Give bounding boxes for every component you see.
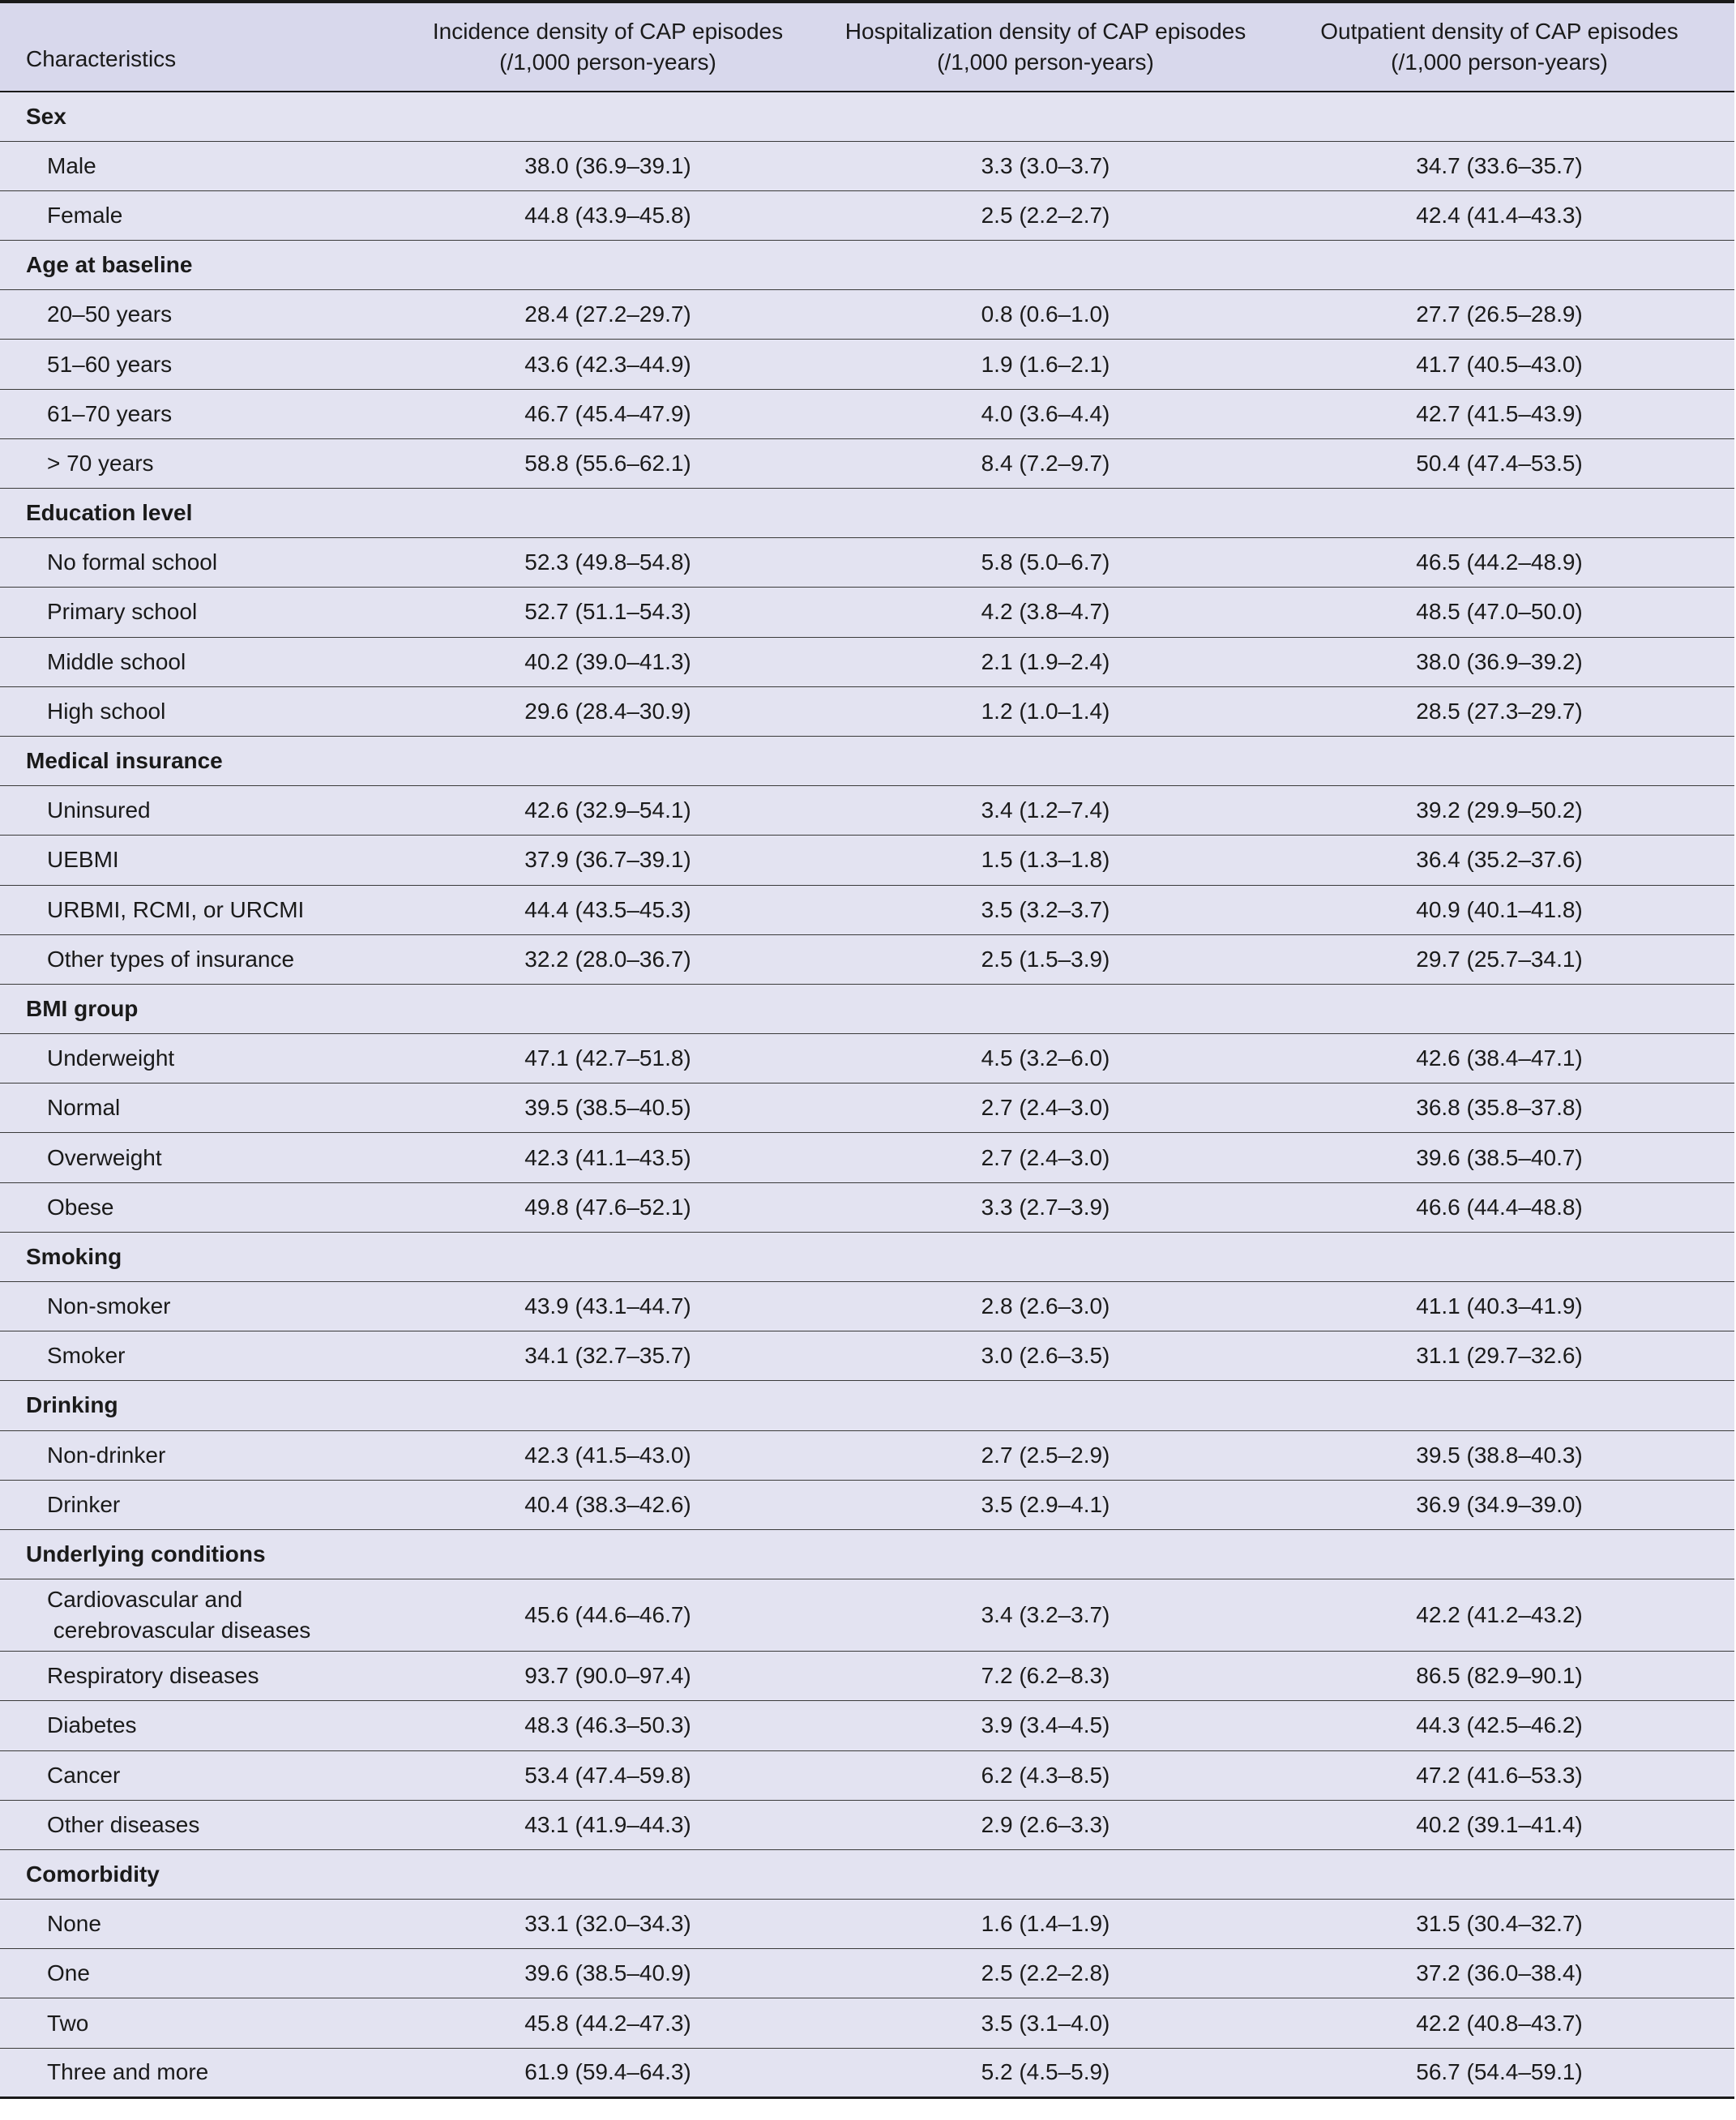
- hospitalization-cell: 5.8 (5.0–6.7): [981, 549, 1110, 575]
- outpatient-cell: 39.6 (38.5–40.7): [1416, 1144, 1583, 1170]
- outpatient-cell: 38.0 (36.9–39.2): [1416, 648, 1583, 674]
- table-row: [0, 1331, 1734, 1381]
- hospitalization-cell: 0.8 (0.6–1.0): [981, 301, 1110, 327]
- outpatient-cell: 40.2 (39.1–41.4): [1416, 1811, 1583, 1837]
- row-label-line2: cerebrovascular diseases: [47, 1618, 311, 1643]
- header-outpatient: [1264, 2, 1734, 92]
- hospitalization-cell: 2.5 (2.2–2.7): [981, 202, 1110, 228]
- table-row: [0, 438, 1734, 488]
- section-row: [0, 489, 1734, 538]
- row-label: One: [47, 1960, 90, 1986]
- outpatient-cell: 28.5 (27.3–29.7): [1416, 698, 1583, 724]
- table-row: [0, 934, 1734, 984]
- outpatient-cell: 46.6 (44.4–48.8): [1416, 1194, 1583, 1220]
- row-label: URBMI, RCMI, or URCMI: [47, 896, 305, 922]
- outpatient-cell: 42.7 (41.5–43.9): [1416, 400, 1583, 426]
- incidence-cell: 32.2 (28.0–36.7): [524, 946, 691, 972]
- incidence-cell: 28.4 (27.2–29.7): [524, 301, 691, 327]
- hospitalization-cell: 3.5 (3.2–3.7): [981, 896, 1110, 922]
- outpatient-cell: 31.1 (29.7–32.6): [1416, 1343, 1583, 1369]
- row-label: Cancer: [47, 1762, 121, 1788]
- row-label: Obese: [47, 1194, 114, 1220]
- row-label: Overweight: [47, 1144, 162, 1170]
- row-label: Uninsured: [47, 797, 151, 823]
- row-label: No formal school: [47, 549, 218, 575]
- table-row: [0, 1182, 1734, 1232]
- section-title: Age at baseline: [26, 252, 193, 278]
- table-header: [0, 2, 1734, 92]
- row-label: Respiratory diseases: [47, 1663, 259, 1689]
- outpatient-cell: 86.5 (82.9–90.1): [1416, 1663, 1583, 1689]
- incidence-cell: 47.1 (42.7–51.8): [524, 1045, 691, 1071]
- hospitalization-cell: 1.6 (1.4–1.9): [981, 1911, 1110, 1937]
- row-label: Male: [47, 152, 96, 178]
- outpatient-cell: 36.4 (35.2–37.6): [1416, 847, 1583, 873]
- outpatient-cell: 39.2 (29.9–50.2): [1416, 797, 1583, 823]
- hospitalization-cell: 3.4 (3.2–3.7): [981, 1602, 1110, 1628]
- table-row: [0, 686, 1734, 736]
- incidence-cell: 34.1 (32.7–35.7): [524, 1343, 691, 1369]
- table-row: [0, 786, 1734, 836]
- row-label: Female: [47, 202, 123, 228]
- incidence-cell: 43.6 (42.3–44.9): [524, 351, 691, 377]
- incidence-cell: 40.2 (39.0–41.3): [524, 648, 691, 674]
- header-outpatient-line1: Outpatient density of CAP episodes: [1320, 19, 1678, 44]
- section-title: Underlying conditions: [26, 1541, 266, 1567]
- hospitalization-cell: 1.9 (1.6–2.1): [981, 351, 1110, 377]
- hospitalization-cell: 2.7 (2.4–3.0): [981, 1144, 1110, 1170]
- incidence-cell: 42.3 (41.5–43.0): [524, 1442, 691, 1468]
- incidence-cell: 42.3 (41.1–43.5): [524, 1144, 691, 1170]
- incidence-cell: 43.1 (41.9–44.3): [524, 1811, 691, 1837]
- hospitalization-cell: 3.3 (3.0–3.7): [981, 152, 1110, 178]
- header-hospitalization-line1: Hospitalization density of CAP episodes: [844, 19, 1246, 44]
- row-label: Other types of insurance: [47, 946, 295, 972]
- section-title: BMI group: [26, 995, 139, 1021]
- incidence-cell: 52.7 (51.1–54.3): [524, 599, 691, 625]
- row-label: High school: [47, 698, 166, 724]
- incidence-cell: 45.6 (44.6–46.7): [524, 1602, 691, 1628]
- row-label: Middle school: [47, 648, 186, 674]
- incidence-cell: 45.8 (44.2–47.3): [524, 2010, 691, 2036]
- row-label: Non-drinker: [47, 1442, 166, 1468]
- incidence-cell: 53.4 (47.4–59.8): [524, 1762, 691, 1788]
- incidence-cell: 37.9 (36.7–39.1): [524, 847, 691, 873]
- table-row: [0, 2048, 1734, 2097]
- row-label: Diabetes: [47, 1712, 137, 1738]
- header-characteristics-text: Characteristics: [26, 46, 177, 71]
- hospitalization-cell: 2.5 (1.5–3.9): [981, 946, 1110, 972]
- hospitalization-cell: 3.4 (1.2–7.4): [981, 797, 1110, 823]
- incidence-cell: 44.8 (43.9–45.8): [524, 202, 691, 228]
- hospitalization-cell: 7.2 (6.2–8.3): [981, 1663, 1110, 1689]
- section-row: [0, 92, 1734, 141]
- table-row: [0, 588, 1734, 637]
- incidence-cell: 48.3 (46.3–50.3): [524, 1712, 691, 1738]
- hospitalization-cell: 2.5 (2.2–2.8): [981, 1960, 1110, 1986]
- table-row: [0, 885, 1734, 934]
- section-title: Smoking: [26, 1243, 122, 1269]
- table-row: [0, 637, 1734, 686]
- incidence-cell: 61.9 (59.4–64.3): [524, 2059, 691, 2085]
- hospitalization-cell: 3.5 (3.1–4.0): [981, 2010, 1110, 2036]
- incidence-cell: 46.7 (45.4–47.9): [524, 400, 691, 426]
- outpatient-cell: 40.9 (40.1–41.8): [1416, 896, 1583, 922]
- outpatient-cell: 42.6 (38.4–47.1): [1416, 1045, 1583, 1071]
- incidence-cell: 33.1 (32.0–34.3): [524, 1911, 691, 1937]
- table-row: [0, 141, 1734, 190]
- hospitalization-cell: 3.3 (2.7–3.9): [981, 1194, 1110, 1220]
- table-row: [0, 1430, 1734, 1480]
- incidence-cell: 42.6 (32.9–54.1): [524, 797, 691, 823]
- incidence-cell: 44.4 (43.5–45.3): [524, 896, 691, 922]
- outpatient-cell: 29.7 (25.7–34.1): [1416, 946, 1583, 972]
- row-label: Smoker: [47, 1343, 126, 1369]
- hospitalization-cell: 4.2 (3.8–4.7): [981, 599, 1110, 625]
- outpatient-cell: 48.5 (47.0–50.0): [1416, 599, 1583, 625]
- row-label: None: [47, 1911, 101, 1937]
- row-label: 51–60 years: [47, 351, 173, 377]
- table-row: [0, 389, 1734, 438]
- outpatient-cell: 41.1 (40.3–41.9): [1416, 1293, 1583, 1319]
- table-row: [0, 1652, 1734, 1701]
- table-row: [0, 1750, 1734, 1800]
- hospitalization-cell: 2.1 (1.9–2.4): [981, 648, 1110, 674]
- hospitalization-cell: 3.9 (3.4–4.5): [981, 1712, 1110, 1738]
- table-row: [0, 1480, 1734, 1529]
- hospitalization-cell: 3.0 (2.6–3.5): [981, 1343, 1110, 1369]
- header-hospitalization: [827, 2, 1264, 92]
- row-label: [0, 1579, 389, 1652]
- outpatient-cell: 34.7 (33.6–35.7): [1416, 152, 1583, 178]
- hospitalization-cell: 1.5 (1.3–1.8): [981, 847, 1110, 873]
- table-row: [0, 340, 1734, 389]
- outpatient-cell: 47.2 (41.6–53.3): [1416, 1762, 1583, 1788]
- outpatient-cell: 27.7 (26.5–28.9): [1416, 301, 1583, 327]
- table-row: [0, 190, 1734, 240]
- hospitalization-cell: 2.8 (2.6–3.0): [981, 1293, 1110, 1319]
- header-incidence-line2: (/1,000 person-years): [499, 49, 716, 75]
- outpatient-cell: 42.2 (41.2–43.2): [1416, 1602, 1583, 1628]
- outpatient-cell: 44.3 (42.5–46.2): [1416, 1712, 1583, 1738]
- section-title: Medical insurance: [26, 748, 223, 774]
- hospitalization-cell: 8.4 (7.2–9.7): [981, 450, 1110, 476]
- table-row: [0, 1949, 1734, 1998]
- header-hospitalization-line2: (/1,000 person-years): [937, 49, 1154, 75]
- table-row: [0, 1900, 1734, 1949]
- incidence-cell: 93.7 (90.0–97.4): [524, 1663, 691, 1689]
- row-label-line1: Cardiovascular and: [47, 1587, 243, 1613]
- table-row: [0, 1998, 1734, 2048]
- outpatient-cell: 50.4 (47.4–53.5): [1416, 450, 1583, 476]
- outpatient-cell: 56.7 (54.4–59.1): [1416, 2059, 1583, 2085]
- table-row: [0, 1800, 1734, 1849]
- table-row: [0, 836, 1734, 885]
- hospitalization-cell: 6.2 (4.3–8.5): [981, 1762, 1110, 1788]
- header-characteristics: [0, 2, 389, 92]
- incidence-cell: 52.3 (49.8–54.8): [524, 549, 691, 575]
- hospitalization-cell: 4.0 (3.6–4.4): [981, 400, 1110, 426]
- row-label: Non-smoker: [47, 1293, 171, 1319]
- outpatient-cell: 39.5 (38.8–40.3): [1416, 1442, 1583, 1468]
- section-row: [0, 1232, 1734, 1281]
- incidence-cell: 43.9 (43.1–44.7): [524, 1293, 691, 1319]
- hospitalization-cell: 2.7 (2.5–2.9): [981, 1442, 1110, 1468]
- row-label: Underweight: [47, 1045, 175, 1071]
- section-title: Drinking: [26, 1392, 118, 1418]
- section-title: Comorbidity: [26, 1861, 160, 1887]
- outpatient-cell: 37.2 (36.0–38.4): [1416, 1960, 1583, 1986]
- row-label: 61–70 years: [47, 400, 173, 426]
- table-row: [0, 1282, 1734, 1331]
- outpatient-cell: 41.7 (40.5–43.0): [1416, 351, 1583, 377]
- incidence-cell: 38.0 (36.9–39.1): [524, 152, 691, 178]
- outpatient-cell: 36.9 (34.9–39.0): [1416, 1491, 1583, 1517]
- incidence-cell: 29.6 (28.4–30.9): [524, 698, 691, 724]
- table-row: [0, 1133, 1734, 1182]
- header-incidence: [389, 2, 827, 92]
- row-label: Normal: [47, 1095, 121, 1121]
- table-row: [0, 1701, 1734, 1750]
- hospitalization-cell: 1.2 (1.0–1.4): [981, 698, 1110, 724]
- row-label: Other diseases: [47, 1811, 200, 1837]
- hospitalization-cell: 2.7 (2.4–3.0): [981, 1095, 1110, 1121]
- hospitalization-cell: 3.5 (2.9–4.1): [981, 1491, 1110, 1517]
- outpatient-cell: 46.5 (44.2–48.9): [1416, 549, 1583, 575]
- outpatient-cell: 42.2 (40.8–43.7): [1416, 2010, 1583, 2036]
- outpatient-cell: 31.5 (30.4–32.7): [1416, 1911, 1583, 1937]
- table-row: [0, 1084, 1734, 1133]
- incidence-cell: 49.8 (47.6–52.1): [524, 1194, 691, 1220]
- hospitalization-cell: 4.5 (3.2–6.0): [981, 1045, 1110, 1071]
- row-label: Two: [47, 2010, 89, 2036]
- header-incidence-line1: Incidence density of CAP episodes: [432, 19, 784, 44]
- incidence-cell: 40.4 (38.3–42.6): [524, 1491, 691, 1517]
- incidence-cell: 58.8 (55.6–62.1): [524, 450, 691, 476]
- section-row: [0, 984, 1734, 1033]
- section-row: [0, 1849, 1734, 1899]
- row-label: Drinker: [47, 1491, 121, 1517]
- incidence-cell: 39.6 (38.5–40.9): [524, 1960, 691, 1986]
- hospitalization-cell: 2.9 (2.6–3.3): [981, 1811, 1110, 1837]
- incidence-cell: 39.5 (38.5–40.5): [524, 1095, 691, 1121]
- row-label: 20–50 years: [47, 301, 173, 327]
- row-label: UEBMI: [47, 847, 119, 873]
- table-row: [0, 290, 1734, 340]
- outpatient-cell: 42.4 (41.4–43.3): [1416, 202, 1583, 228]
- header-outpatient-line2: (/1,000 person-years): [1391, 49, 1608, 75]
- section-row: [0, 241, 1734, 290]
- section-title: Education level: [26, 500, 193, 526]
- row-label: Primary school: [47, 599, 198, 625]
- outpatient-cell: 36.8 (35.8–37.8): [1416, 1095, 1583, 1121]
- section-row: [0, 1529, 1734, 1579]
- hospitalization-cell: 5.2 (4.5–5.9): [981, 2059, 1110, 2085]
- section-row: [0, 736, 1734, 785]
- table-row: [0, 1034, 1734, 1084]
- table-row: [0, 538, 1734, 588]
- row-label: > 70 years: [47, 450, 154, 476]
- table-row: [0, 1579, 1734, 1652]
- table-body: [0, 92, 1734, 2097]
- header-row: [0, 2, 1734, 92]
- row-label: Three and more: [47, 2059, 209, 2085]
- section-row: [0, 1381, 1734, 1430]
- section-title: Sex: [26, 103, 66, 129]
